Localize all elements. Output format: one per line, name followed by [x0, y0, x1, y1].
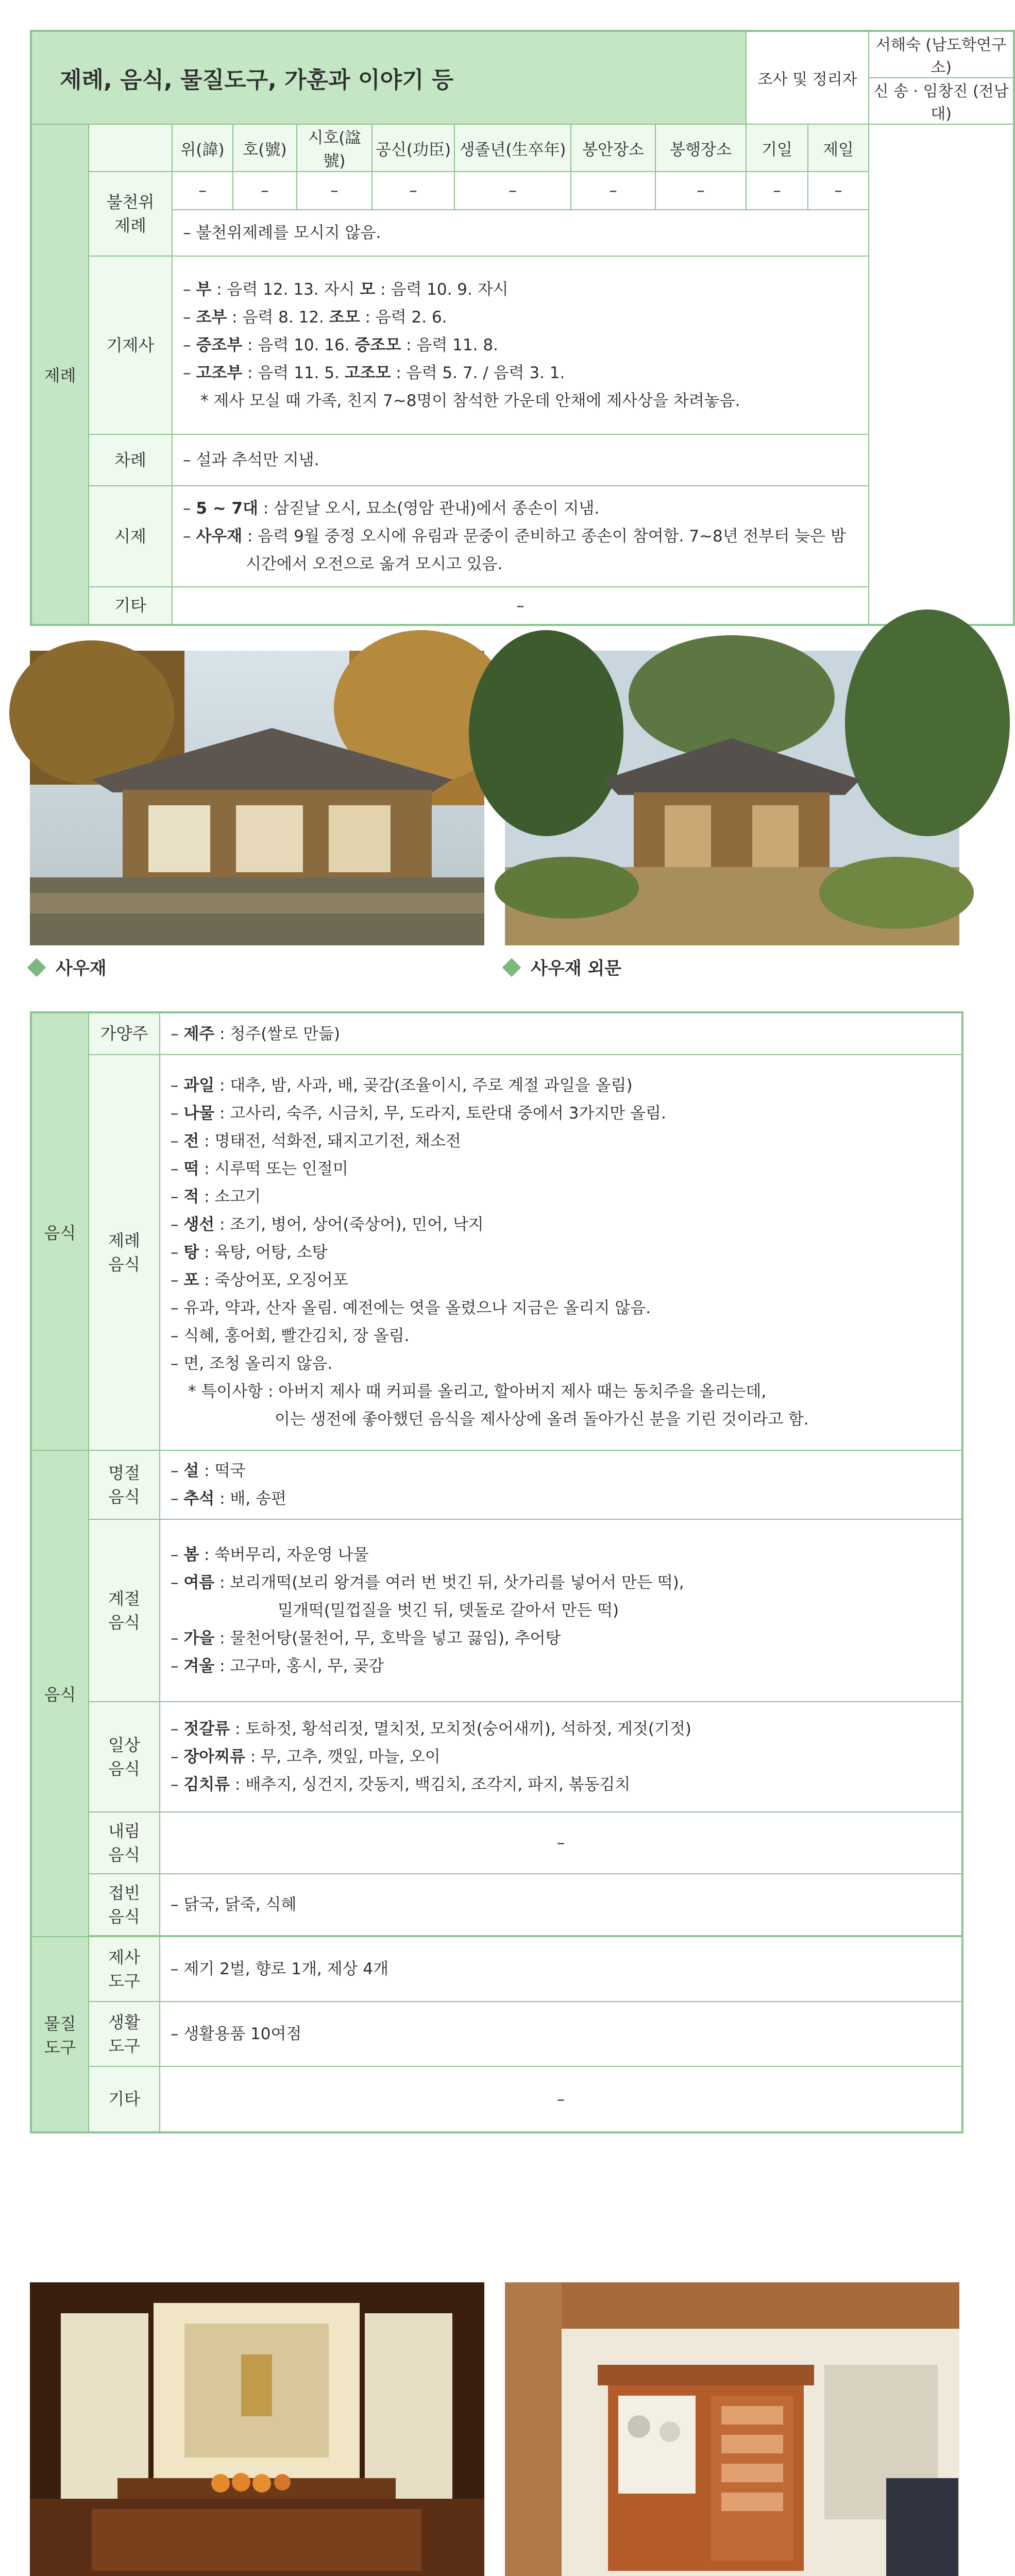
list-item: – 설 : 떡국 — [171, 1462, 246, 1480]
tools-etc-value: – — [160, 2066, 962, 2132]
list-item: – 포 : 죽상어포, 오징어포 — [171, 1271, 348, 1290]
jerye-food-label: 제례 음식 — [89, 1055, 160, 1450]
ilsang-content — [160, 1702, 962, 1812]
saenghwal-tools-label: 생활 도구 — [89, 2002, 160, 2066]
table-cell: – — [233, 172, 297, 210]
gyejeol-content — [160, 1519, 962, 1702]
list-item: – 고조부 : 음력 11. 5. 고조모 : 음력 5. 7. / 음력 3. 1. — [183, 364, 565, 382]
jeopbin-value: – 닭국, 닭죽, 식혜 — [160, 1874, 962, 1936]
list-item: – 증조부 : 음력 10. 16. 증조모 : 음력 11. 8. — [183, 336, 498, 354]
list-item: – 전 : 명태전, 석화전, 돼지고기전, 채소전 — [171, 1132, 461, 1150]
diamond-icon — [502, 958, 521, 977]
gijesa-label: 기제사 — [89, 256, 172, 434]
food-section-label: 음식 — [31, 1012, 89, 1450]
col-header: 봉안장소 — [571, 124, 655, 172]
col-header: 시호(諡號) — [297, 124, 372, 172]
list-item: – 가을 : 물천어탕(물천어, 무, 호박을 넣고 끓임), 추어탕 — [171, 1629, 561, 1648]
col-header: 위(諱) — [172, 124, 233, 172]
list-item: – 부 : 음력 12. 13. 자시 모 : 음력 10. 9. 자시 — [183, 280, 509, 299]
charye-value: – 설과 추석만 지냄. — [172, 434, 869, 486]
list-item: – 김치류 : 배추지, 싱건지, 갓동지, 백김치, 조각지, 파지, 볶동김치 — [171, 1775, 631, 1794]
list-item: – 적 : 소고기 — [171, 1188, 261, 1206]
list-item: 시간에서 오전으로 옮겨 모시고 있음. — [246, 555, 503, 573]
list-item: – 조부 : 음력 8. 12. 조모 : 음력 2. 6. — [183, 308, 447, 327]
jeopbin-label: 접빈 음식 — [89, 1874, 160, 1936]
gyejeol-label: 계절 음식 — [89, 1519, 160, 1702]
page-title: 제례, 음식, 물질도구, 가훈과 이야기 등 — [31, 31, 746, 124]
list-item: – 봄 : 쑥버무리, 자운영 나물 — [171, 1546, 369, 1564]
table-cell: – — [454, 172, 571, 210]
list-item: – 추석 : 배, 송편 — [171, 1489, 286, 1508]
surveyor-1: 서해숙 (남도학연구소) — [869, 31, 1014, 78]
bulcheon-label: 불천위 제례 — [89, 172, 172, 256]
list-item: – 장아찌류 : 무, 고추, 깻잎, 마늘, 오이 — [171, 1748, 441, 1766]
list-item: – 면, 조청 올리지 않음. — [171, 1354, 333, 1373]
myeongjeol-content — [160, 1450, 962, 1519]
sije-label: 시제 — [89, 486, 172, 587]
col-header: 생졸년(生卒年) — [454, 124, 571, 172]
table-cell: – — [808, 172, 869, 210]
photo-sawoojae — [30, 651, 484, 945]
col-header: 호(號) — [233, 124, 297, 172]
list-item: – 사우재 : 음력 9월 중정 오시에 유림과 문중이 준비하고 종손이 참여함. 7~8년 전부터 늦은 밤 — [183, 527, 846, 546]
gayangju-value: – 제주 : 청주(쌀로 만듦) — [160, 1012, 962, 1055]
table-cell: – — [571, 172, 655, 210]
list-item: – 탕 : 육탕, 어탕, 소탕 — [171, 1243, 328, 1262]
sije-content — [172, 486, 869, 587]
jerye-etc-value: – — [172, 587, 869, 625]
saenghwal-tools-value: – 생활용품 10여점 — [160, 2002, 962, 2066]
jerye-etc-label: 기타 — [89, 587, 172, 625]
list-item: – 5 ~ 7대 : 삼짇날 오시, 묘소(영암 관내)에서 종손이 지냄. — [183, 499, 600, 518]
list-item: – 젓갈류 : 토하젓, 황석리젓, 멸치젓, 모치젓(숭어새끼), 석하젓, 게젓(기젓) — [171, 1720, 691, 1738]
photo-sawoojae-gate — [505, 651, 959, 945]
table-cell: – — [372, 172, 454, 210]
list-item: – 생선 : 조기, 병어, 상어(죽상어), 민어, 낙지 — [171, 1215, 484, 1234]
list-item: – 식혜, 홍어회, 빨간김치, 장 올림. — [171, 1327, 410, 1345]
table-cell: – — [297, 172, 372, 210]
jesa-tools-label: 제사 도구 — [89, 1937, 160, 2002]
charye-label: 차례 — [89, 434, 172, 486]
jesa-tools-value: – 제기 2벌, 향로 1개, 제상 4개 — [160, 1937, 962, 2002]
gijesa-note: * 제사 모실 때 가족, 친지 7~8명이 참석한 가운데 안채에 제사상을 차려놓음. — [200, 392, 740, 410]
diamond-icon — [27, 958, 46, 977]
list-item: – 유과, 약과, 산자 올림. 예전에는 엿을 올렸으나 지금은 올리지 않음. — [171, 1299, 651, 1317]
myeongjeol-label: 명절 음식 — [89, 1450, 160, 1519]
gijesa-content — [172, 256, 869, 434]
naerim-value: – — [160, 1812, 962, 1874]
col-header: 봉행장소 — [655, 124, 746, 172]
surveyor-label: 조사 및 정리자 — [746, 31, 869, 124]
ilsang-label: 일상 음식 — [89, 1702, 160, 1812]
col-header: 공신(功臣) — [372, 124, 454, 172]
list-item: – 과일 : 대추, 밤, 사과, 배, 곶감(조율이시, 주로 계절 과일을 올림) — [171, 1076, 633, 1095]
photo-jegi — [505, 2282, 959, 2576]
surveyor-2: 신 송 · 임창진 (전남대) — [869, 78, 1014, 124]
jerye-table — [30, 30, 1015, 626]
table-cell: – — [172, 172, 233, 210]
col-header: 제일 — [808, 124, 869, 172]
bulcheon-note: – 불천위제례를 모시지 않음. — [172, 210, 869, 256]
table-cell: – — [655, 172, 746, 210]
jerye-food-content — [160, 1055, 962, 1450]
photo-caption: 사우재 외문 — [505, 954, 621, 979]
jerye-food-note: 이는 생전에 좋아했던 음식을 제사상에 올려 돌아가신 분을 기린 것이라고 함. — [275, 1410, 809, 1429]
gayangju-label: 가양주 — [89, 1012, 160, 1055]
jerye-food-note: * 특이사항 : 아버지 제사 때 커피를 올리고, 할아버지 제사 때는 동치주을 올리는데, — [188, 1382, 767, 1401]
tools-section-label: 물질 도구 — [31, 1937, 89, 2132]
list-item: 밀개떡(밀껍질을 벗긴 뒤, 뎃돌로 갈아서 만든 떡) — [278, 1601, 619, 1620]
tools-etc-label: 기타 — [89, 2066, 160, 2132]
list-item: – 여름 : 보리개떡(보리 왕겨를 여러 번 벗긴 뒤, 삿가리를 넣어서 만든 떡), — [171, 1573, 684, 1592]
photo-sawoojae-interior — [30, 2282, 484, 2576]
list-item: – 겨울 : 고구마, 홍시, 무, 곶감 — [171, 1657, 384, 1675]
list-item: – 나물 : 고사리, 숙주, 시금치, 무, 도라지, 토란대 중에서 3가지만 올림. — [171, 1104, 666, 1123]
table-cell: – — [746, 172, 808, 210]
col-header: 기일 — [746, 124, 808, 172]
naerim-label: 내림 음식 — [89, 1812, 160, 1874]
photo-caption: 사우재 — [30, 954, 107, 979]
food-section-label-2: 음식 — [31, 1450, 89, 1937]
food-table — [30, 1011, 963, 2133]
list-item: – 떡 : 시루떡 또는 인절미 — [171, 1160, 348, 1178]
jerye-section-label: 제례 — [31, 124, 89, 625]
